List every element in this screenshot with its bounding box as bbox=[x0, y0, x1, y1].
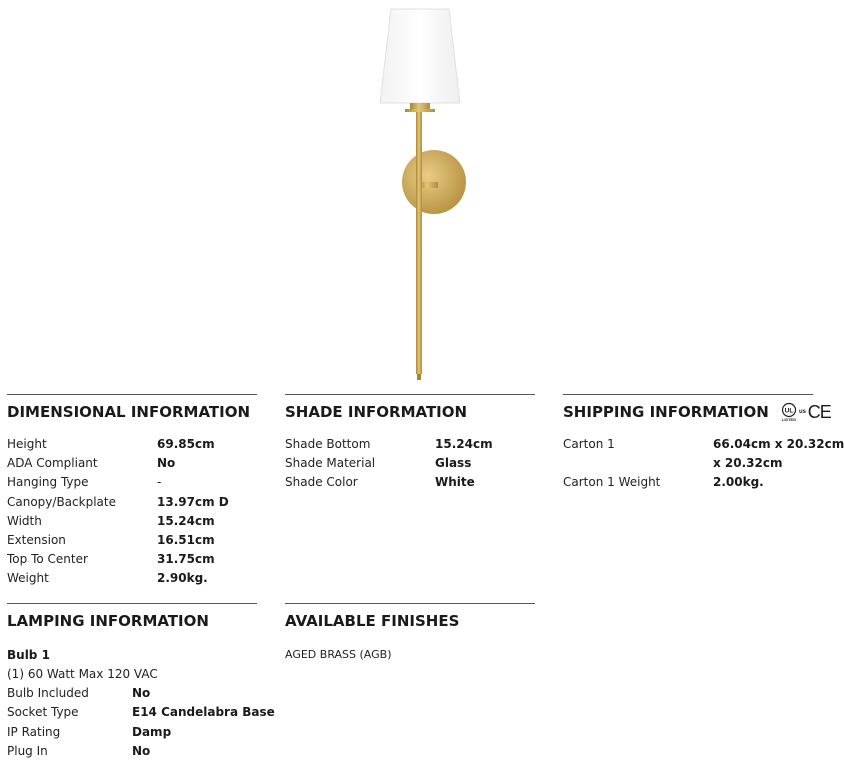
spec-value: 13.97cm D bbox=[157, 494, 229, 509]
lamping-section bbox=[7, 603, 275, 761]
spec-row bbox=[285, 435, 535, 454]
ul-listed-icon bbox=[779, 402, 805, 422]
spec-label: ADA Compliant bbox=[7, 456, 98, 471]
spec-label: Shade Bottom bbox=[285, 437, 371, 451]
spec-value: 69.85cm bbox=[157, 437, 215, 451]
spec-value: Glass bbox=[435, 456, 472, 471]
bulb-description: (1) 60 Watt Max 120 VAC bbox=[7, 667, 158, 681]
spec-row bbox=[285, 454, 535, 473]
dimensional-section bbox=[7, 394, 257, 589]
spec-row bbox=[7, 569, 257, 588]
spec-value-continued: x 20.32cm bbox=[713, 456, 783, 471]
spec-row bbox=[7, 742, 257, 761]
spec-value: - bbox=[157, 475, 162, 490]
spec-row bbox=[7, 473, 257, 492]
section-title: AVAILABLE FINISHES bbox=[285, 612, 460, 630]
spec-label: IP Rating bbox=[7, 724, 61, 739]
spec-label: Extension bbox=[7, 532, 66, 547]
finish-item: AGED BRASS (AGB) bbox=[285, 648, 392, 661]
spec-label: Shade Material bbox=[285, 456, 376, 471]
spec-label: Shade Color bbox=[285, 475, 358, 490]
spec-table bbox=[7, 684, 275, 761]
divider bbox=[7, 603, 257, 604]
section-title: SHADE INFORMATION bbox=[285, 403, 468, 421]
divider bbox=[285, 603, 535, 604]
ul-text: UL bbox=[784, 407, 794, 415]
certification-marks bbox=[779, 401, 831, 423]
divider bbox=[563, 394, 813, 395]
spec-value: 31.75cm bbox=[157, 552, 215, 567]
finishes-section bbox=[285, 603, 535, 661]
listed-text: LISTED bbox=[781, 417, 796, 422]
spec-value: No bbox=[132, 743, 151, 758]
spec-label: Carton 1 Weight bbox=[563, 475, 661, 490]
ce-mark-icon: CE bbox=[807, 402, 831, 422]
shipping-title: SHIPPING INFORMATION bbox=[563, 403, 769, 421]
spec-label: Width bbox=[7, 513, 42, 528]
spec-value: White bbox=[435, 475, 475, 490]
spec-row bbox=[7, 550, 257, 569]
spec-table bbox=[7, 435, 257, 589]
spec-label: Height bbox=[7, 437, 47, 451]
spec-row bbox=[563, 435, 844, 454]
wall-sconce-illustration bbox=[360, 0, 480, 385]
spec-value: E14 Candelabra Base bbox=[132, 705, 275, 720]
spec-row bbox=[7, 493, 257, 512]
spec-row bbox=[7, 684, 257, 703]
spec-value: 2.00kg. bbox=[713, 475, 764, 490]
spec-label: Socket Type bbox=[7, 705, 79, 720]
bulb-title: Bulb 1 bbox=[7, 648, 50, 662]
spec-row bbox=[563, 473, 831, 492]
section-title bbox=[563, 401, 831, 423]
divider bbox=[7, 394, 257, 395]
shipping-section bbox=[563, 394, 844, 493]
section-title: LAMPING INFORMATION bbox=[7, 612, 209, 630]
spec-label: Plug In bbox=[7, 743, 48, 758]
product-image bbox=[360, 0, 480, 385]
spec-value: 66.04cm x 20.32cm bbox=[713, 437, 844, 451]
spec-label: Top To Center bbox=[7, 552, 88, 567]
spec-row bbox=[285, 473, 535, 492]
spec-label: Canopy/Backplate bbox=[7, 494, 116, 509]
spec-row bbox=[7, 435, 257, 454]
spec-row bbox=[7, 454, 257, 473]
spec-value: 15.24cm bbox=[435, 437, 493, 451]
section-title: DIMENSIONAL INFORMATION bbox=[7, 403, 251, 421]
divider bbox=[285, 394, 535, 395]
svg-text:us: us bbox=[798, 409, 806, 415]
spec-row bbox=[563, 454, 831, 473]
spec-value: 16.51cm bbox=[157, 532, 215, 547]
spec-value: Damp bbox=[132, 724, 172, 739]
spec-row bbox=[7, 531, 257, 550]
spec-label: Hanging Type bbox=[7, 475, 89, 490]
spec-value: No bbox=[132, 686, 151, 701]
spec-table bbox=[563, 435, 844, 493]
spec-table bbox=[285, 435, 535, 493]
spec-value: No bbox=[157, 456, 176, 471]
spec-row bbox=[7, 723, 257, 742]
spec-row bbox=[7, 703, 275, 722]
spec-value: 2.90kg. bbox=[157, 571, 208, 586]
shade-section bbox=[285, 394, 535, 493]
spec-label: Weight bbox=[7, 571, 49, 586]
spec-row bbox=[7, 512, 257, 531]
spec-value: 15.24cm bbox=[157, 513, 215, 528]
spec-label: Bulb Included bbox=[7, 686, 89, 701]
spec-label: Carton 1 bbox=[563, 437, 615, 451]
